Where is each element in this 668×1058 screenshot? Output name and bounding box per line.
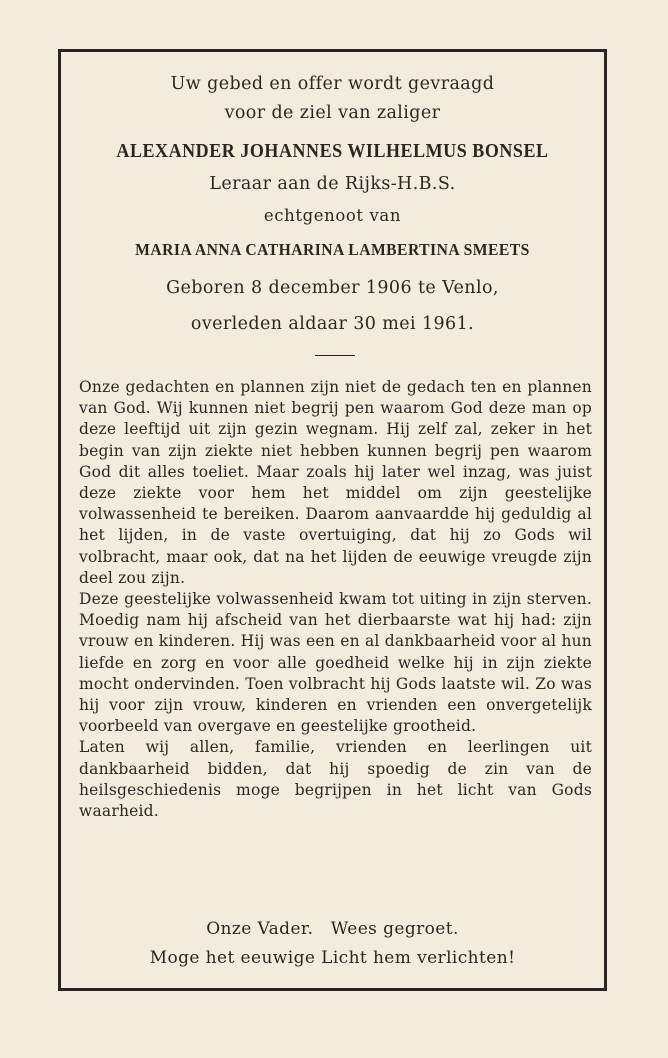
birth-line: Geboren 8 december 1906 te Venlo, (166, 278, 499, 298)
paragraph: Deze geestelijke volwassenheid kwam tot uiting in zijn sterven. Moedig nam hij afscheid van het dierbaarste wat hij had: zijn vrouw en kinderen. Hij was een en al dankbaarheid voor al hun liefde en zorg en voor alle goedheid welke hij in zijn ziekte mocht ondervinden. Toen volbracht hij Gods laatste wil. Zo was hij voor zijn vrouw, kinderen en vrienden een onvergetelijk voorbeeld van overgave en geestelijke grootheid. (79, 590, 592, 736)
soul-of-line: voor de ziel van zaliger (224, 103, 441, 123)
deceased-name: ALEXANDER JOHANNES WILHELMUS BONSEL (116, 140, 549, 162)
memorial-card (58, 49, 607, 991)
memorial-text (79, 377, 592, 822)
divider (315, 355, 355, 356)
death-line: overleden aldaar 30 mei 1961. (190, 314, 475, 334)
spouse-name: MARIA ANNA CATHARINA LAMBERTINA SMEETS (135, 240, 530, 259)
closing-prayers-text: Onze Vader. Wees gegroet. (206, 919, 459, 939)
paragraph: Laten wij allen, familie, vrienden en leerlingen uit dankbaarheid bidden, dat hij spoedig de zin van de heilsgeschiedenis moge begrijpen in het licht van Gods waarheid. (79, 738, 592, 821)
spouse-intro: echtgenoot van (263, 206, 402, 225)
prayer-request-line: Uw gebed en offer wordt gevraagd (170, 74, 495, 94)
closing-blessing: Moge het eeuwige Licht hem verlichten! (149, 948, 516, 968)
occupation: Leraar aan de Rijks-H.B.S. (209, 174, 456, 194)
closing-prayers (61, 919, 604, 939)
paragraph: Onze gedachten en plannen zijn niet de gedach ten en plannen van God. Wij kunnen niet begrij pen waarom God deze man op deze leeftijd uit zijn gezin wegnam. Hij zelf zal, zeker in het begin van zijn ziekte niet hebben kunnen begrij pen waarom God dit alles toeliet. Maar zoals hij later wel inzag, was juist deze ziekte voor hem het middel om zijn geestelijke volwassenheid te bereiken. Daarom aanvaardde hij geduldig al het lijden, in de vaste overtuiging, dat hij zo Gods wil volbracht, maar ook, dat na het lijden de eeuwige vreugde zijn deel zou zijn. (79, 378, 592, 587)
